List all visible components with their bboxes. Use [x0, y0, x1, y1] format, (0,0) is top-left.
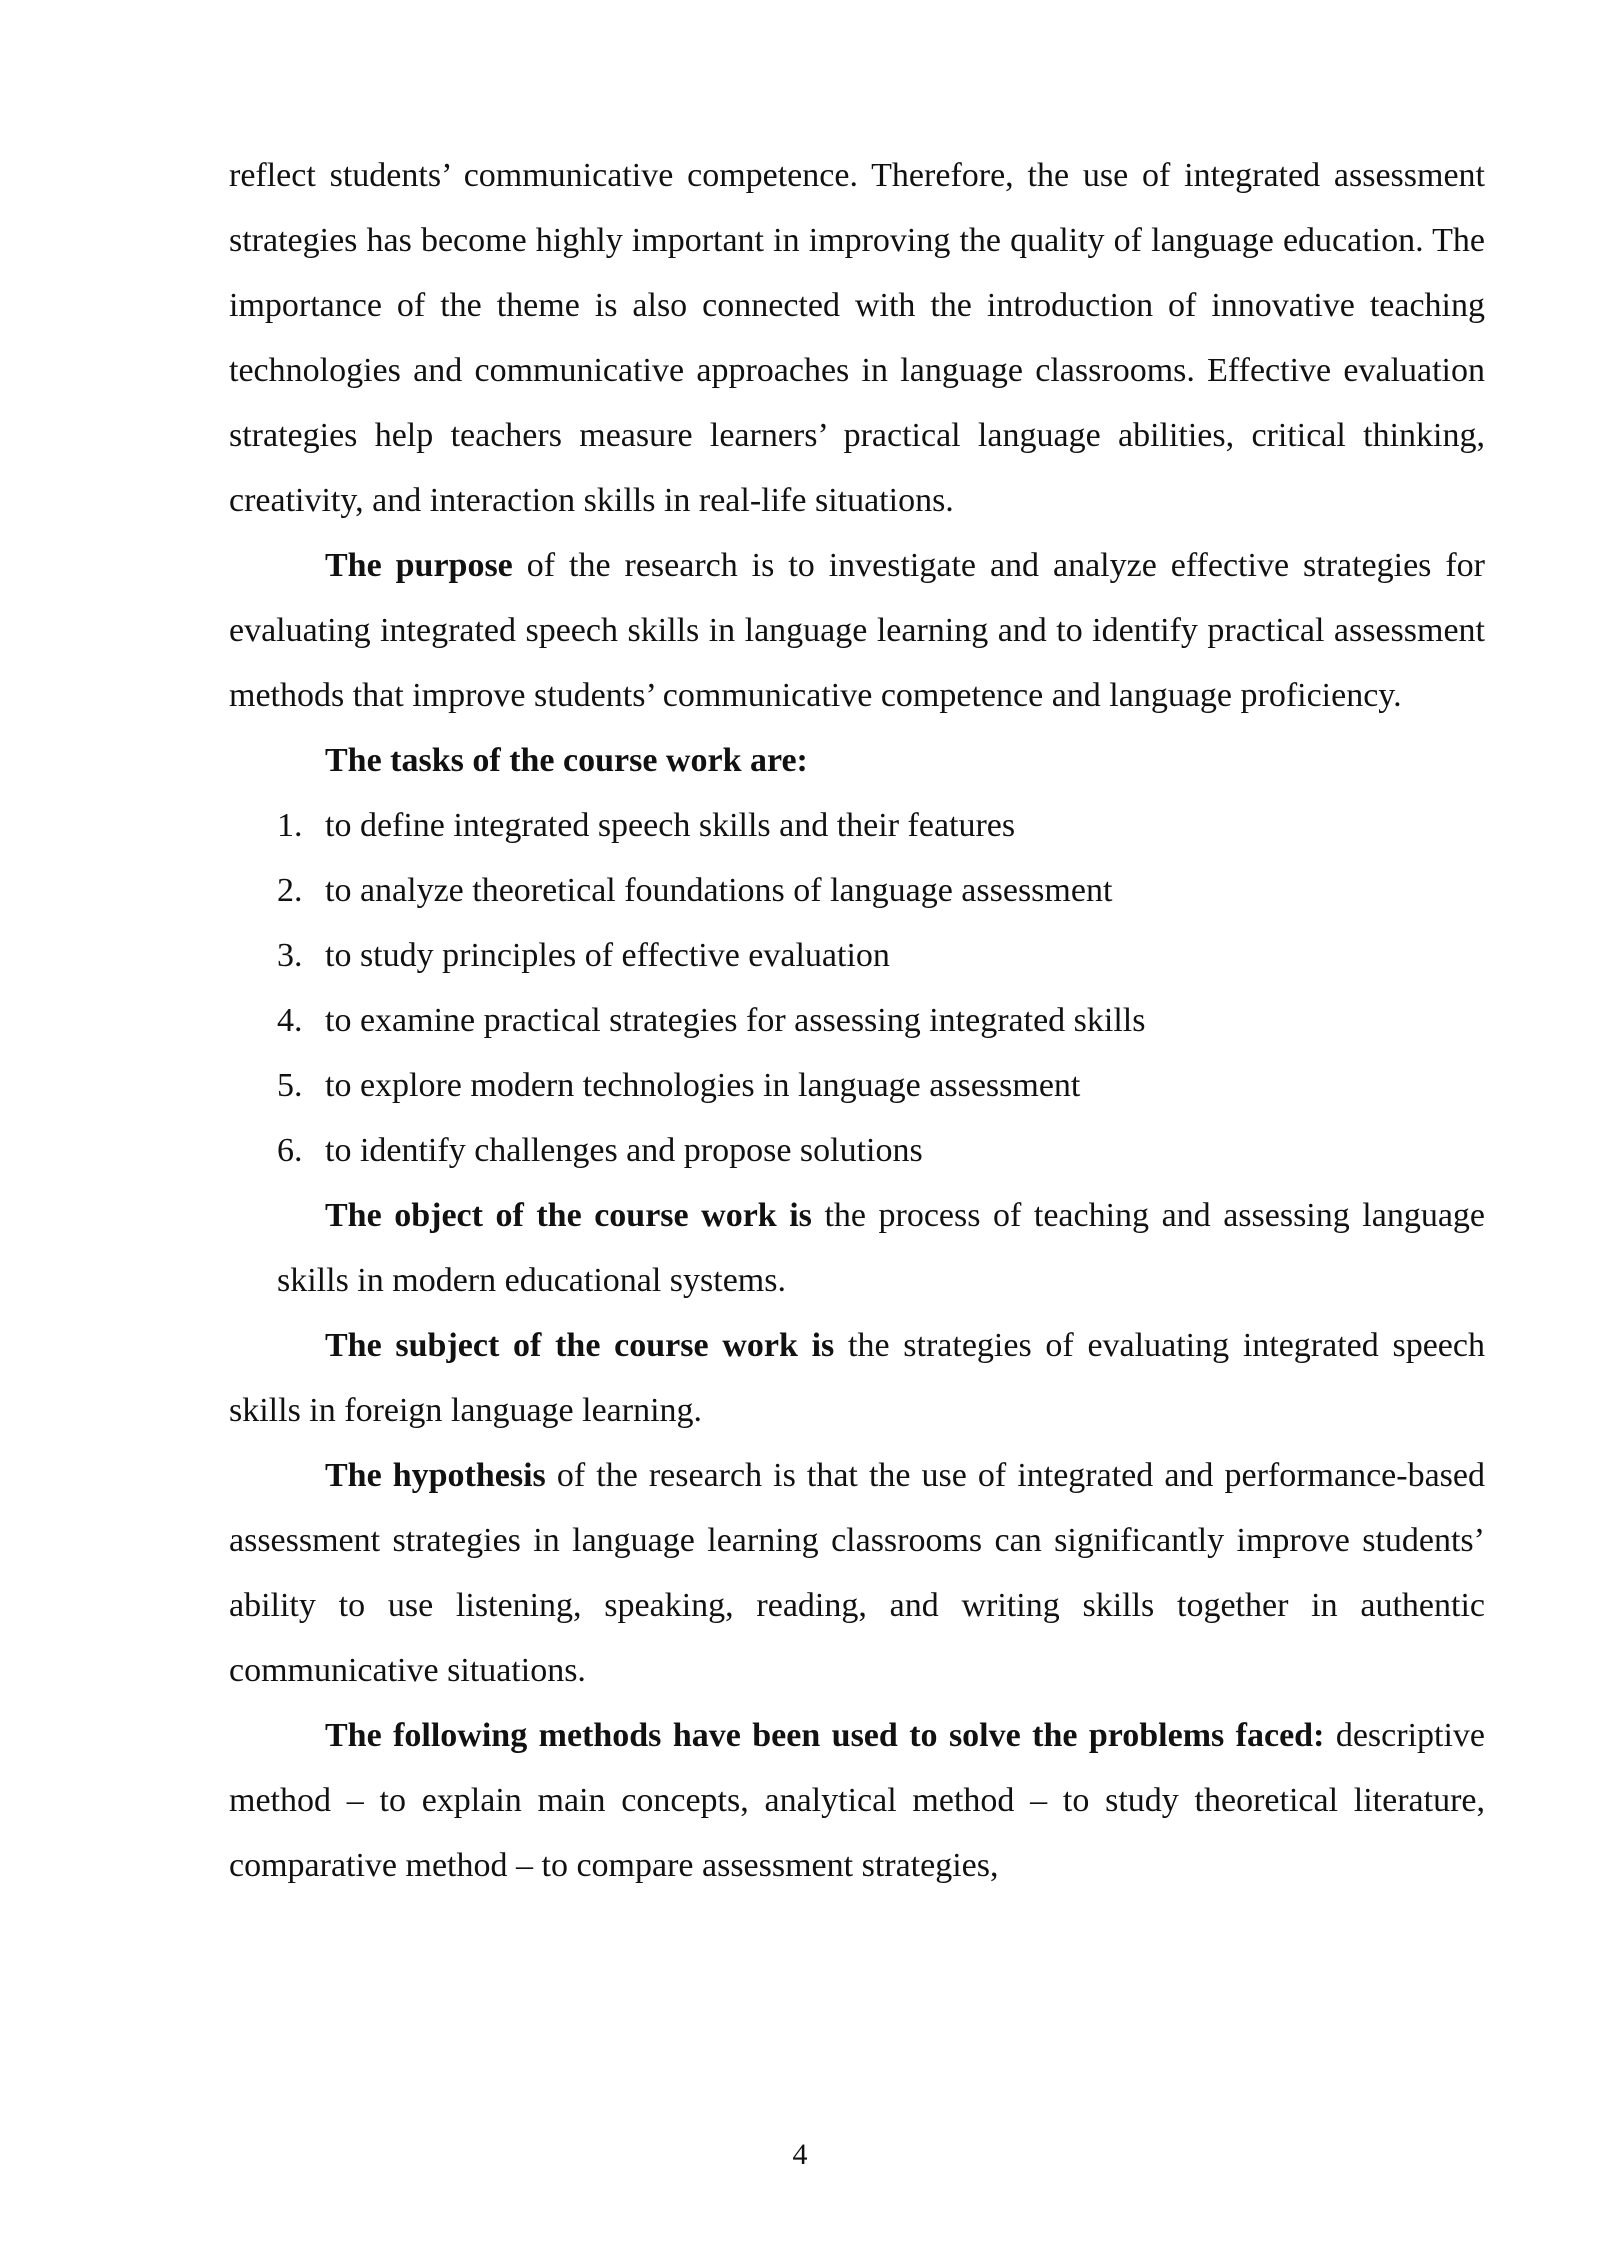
purpose-label: The purpose — [325, 547, 513, 584]
list-item-text: to examine practical strategies for assessing integrated skills — [325, 1002, 1146, 1039]
list-item-number: 6. — [277, 1132, 303, 1169]
list-item-number: 4. — [277, 1002, 303, 1039]
list-item — [229, 1053, 1485, 1118]
subject-text: the strategies of evaluating integrated speech skills in foreign language learning. — [229, 1327, 1485, 1429]
methods-paragraph — [229, 1703, 1485, 1898]
tasks-heading — [229, 728, 1485, 793]
hypothesis-label: The hypothesis — [325, 1457, 546, 1494]
list-item-text: to identify challenges and propose solutions — [325, 1132, 923, 1169]
intro-paragraph: reflect students’ communicative competence. Therefore, the use of integrated assessment strategies has become highly important in improving the quality of language education. The importance of the theme is also connected with the introduction of innovative teaching technologies and communicative approaches in language classrooms. Effective evaluation strategies help teachers measure learners’ practical language abilities, critical thinking, creativity, and interaction skills in real-life situations. — [229, 157, 1485, 519]
methods-text: descriptive method – to explain main concepts, analytical method – to study theoretical literature, comparative method – to compare assessment strategies, — [229, 1717, 1486, 1884]
list-item — [229, 923, 1485, 988]
list-item — [229, 1118, 1485, 1183]
list-item-text: to analyze theoretical foundations of language assessment — [325, 872, 1113, 909]
subject-paragraph — [229, 1313, 1485, 1443]
tasks-list — [229, 793, 1485, 1183]
page-body — [229, 143, 1485, 1898]
object-label: The object of the course work is — [325, 1197, 812, 1234]
list-item-number: 2. — [277, 872, 303, 909]
list-item-text: to explore modern technologies in language assessment — [325, 1067, 1081, 1104]
object-text: the process of teaching and assessing language skills in modern educational systems. — [277, 1197, 1485, 1299]
list-item-number: 5. — [277, 1067, 303, 1104]
list-item-text: to define integrated speech skills and their features — [325, 807, 1016, 844]
methods-label: The following methods have been used to solve the problems faced: — [325, 1717, 1325, 1754]
tasks-heading-label: The tasks of the course work are: — [325, 742, 808, 779]
list-item-text: to study principles of effective evaluation — [325, 937, 890, 974]
object-paragraph — [229, 1183, 1485, 1313]
hypothesis-text: of the research is that the use of integrated and performance-based assessment strategies in language learning classrooms can significantly improve students’ ability to use listening, speaking, reading, and writing skills together in authentic communicative situations. — [229, 1457, 1485, 1689]
list-item — [229, 858, 1485, 923]
page-number: 4 — [792, 2138, 808, 2171]
hypothesis-paragraph — [229, 1443, 1485, 1703]
list-item — [229, 988, 1485, 1053]
list-item-number: 3. — [277, 937, 303, 974]
subject-label: The subject of the course work is — [325, 1327, 835, 1364]
purpose-text: of the research is to investigate and analyze effective strategies for evaluating integrated speech skills in language learning and to identify practical assessment methods that improve students’ communicative competence and language proficiency. — [229, 547, 1485, 714]
purpose-paragraph — [229, 533, 1485, 728]
list-item — [229, 793, 1485, 858]
list-item-number: 1. — [277, 807, 303, 844]
